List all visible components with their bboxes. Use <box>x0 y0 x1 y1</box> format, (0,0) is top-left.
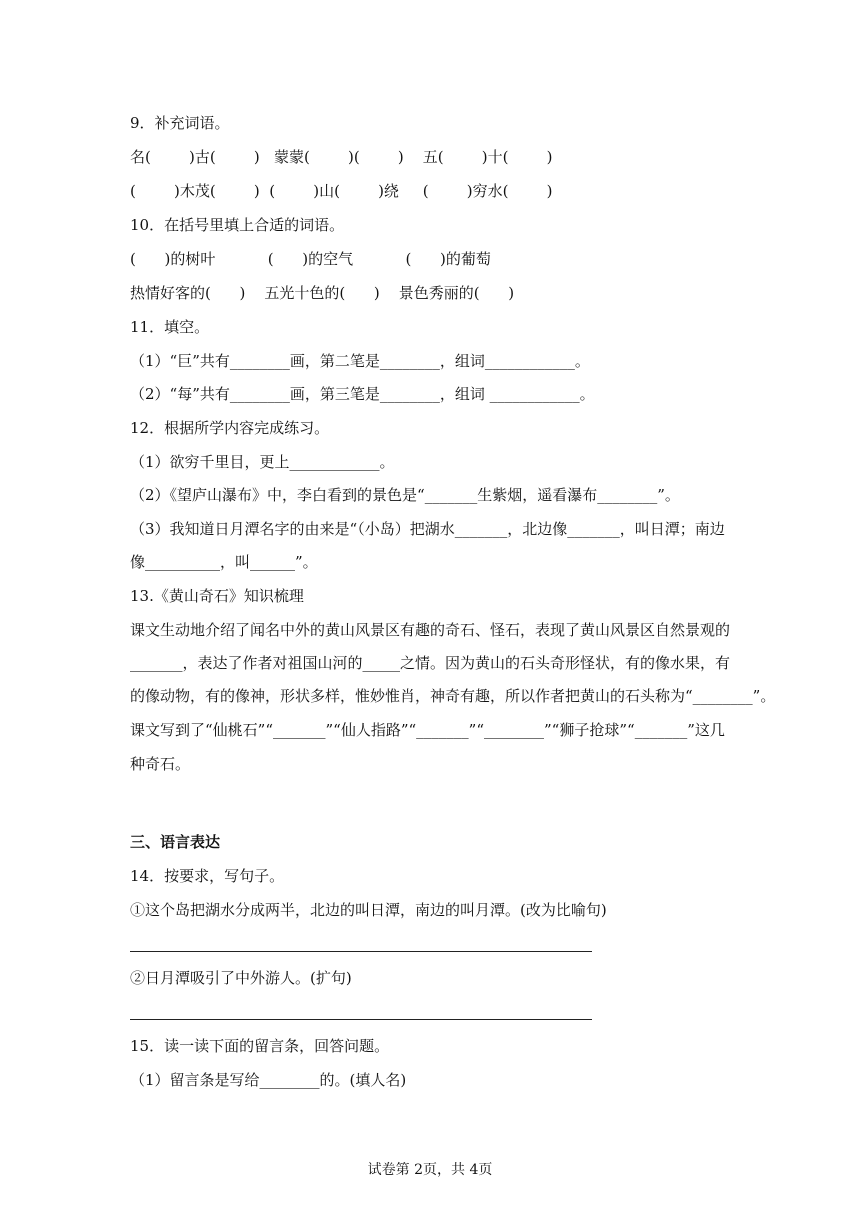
page-footer: 试卷第 2页，共 4页 <box>367 1162 493 1178</box>
question-14-title: 14．按要求，写句子。 <box>130 867 285 885</box>
question-11-item-2: （2）“每”共有________画，第三笔是________，组词 ____________。 <box>130 385 595 403</box>
question-11-item-1: （1）“巨”共有________画，第二笔是________，组词____________。 <box>130 352 590 370</box>
question-12-item-3-line-1: （3）我知道日月潭名字的由来是“（小岛）把湖水_______，北边像_______，叫日潭；南边 <box>130 520 725 538</box>
question-11-title: 11．填空。 <box>130 318 210 336</box>
question-13-line-5: 种奇石。 <box>130 755 191 773</box>
question-13-line-4: 课文写到了“仙桃石”“_______”“仙人指路”“_______”“________”“狮子抢球”“_______”这几 <box>130 721 725 739</box>
question-12-item-1: （1）欲穷千里目，更上____________。 <box>130 453 395 471</box>
section-3-heading: 三、语言表达 <box>130 833 221 851</box>
question-13-line-3: 的像动物，有的像神，形状多样，惟妙惟肖，神奇有趣，所以作者把黄山的石头称为“________”。 <box>130 687 776 705</box>
question-9-title: 9．补充词语。 <box>130 114 230 132</box>
question-14-item-1: ①这个岛把湖水分成两半，北边的叫日潭，南边的叫月潭。(改为比喻句) <box>130 901 607 919</box>
question-9-row-2: ( )木茂( ) ( )山( )绕 ( )穷水( ) <box>130 182 553 200</box>
question-10-title: 10．在括号里填上合适的词语。 <box>130 216 345 234</box>
answer-line-1[interactable] <box>130 951 592 952</box>
question-10-row-2: 热情好客的( ) 五光十色的( ) 景色秀丽的( ) <box>130 284 515 302</box>
question-9-row-1: 名( )古( ) 蒙蒙( )( ) 五( )十( ) <box>130 148 553 166</box>
question-13-title: 13.《黄山奇石》知识梳理 <box>130 587 304 605</box>
question-10-row-1: ( )的树叶 ( )的空气 ( )的葡萄 <box>130 250 491 268</box>
answer-line-2[interactable] <box>130 1019 592 1020</box>
question-15-item-1: （1）留言条是写给________的。(填人名) <box>130 1071 407 1089</box>
question-15-title: 15．读一读下面的留言条，回答问题。 <box>130 1037 390 1055</box>
question-14-item-2: ②日月潭吸引了中外游人。(扩句) <box>130 969 352 987</box>
question-13-line-2: _______，表达了作者对祖国山河的_____之情。因为黄山的石头奇形怪状，有的像水果，有 <box>130 654 731 672</box>
question-13-line-1: 课文生动地介绍了闻名中外的黄山风景区有趣的奇石、怪石，表现了黄山风景区自然景观的 <box>130 621 731 639</box>
question-12-item-2: （2）《望庐山瀑布》中，李白看到的景色是“_______生紫烟，遥看瀑布________”。 <box>130 486 680 504</box>
question-12-item-3-line-2: 像__________，叫______”。 <box>130 553 318 571</box>
question-12-title: 12．根据所学内容完成练习。 <box>130 419 330 437</box>
